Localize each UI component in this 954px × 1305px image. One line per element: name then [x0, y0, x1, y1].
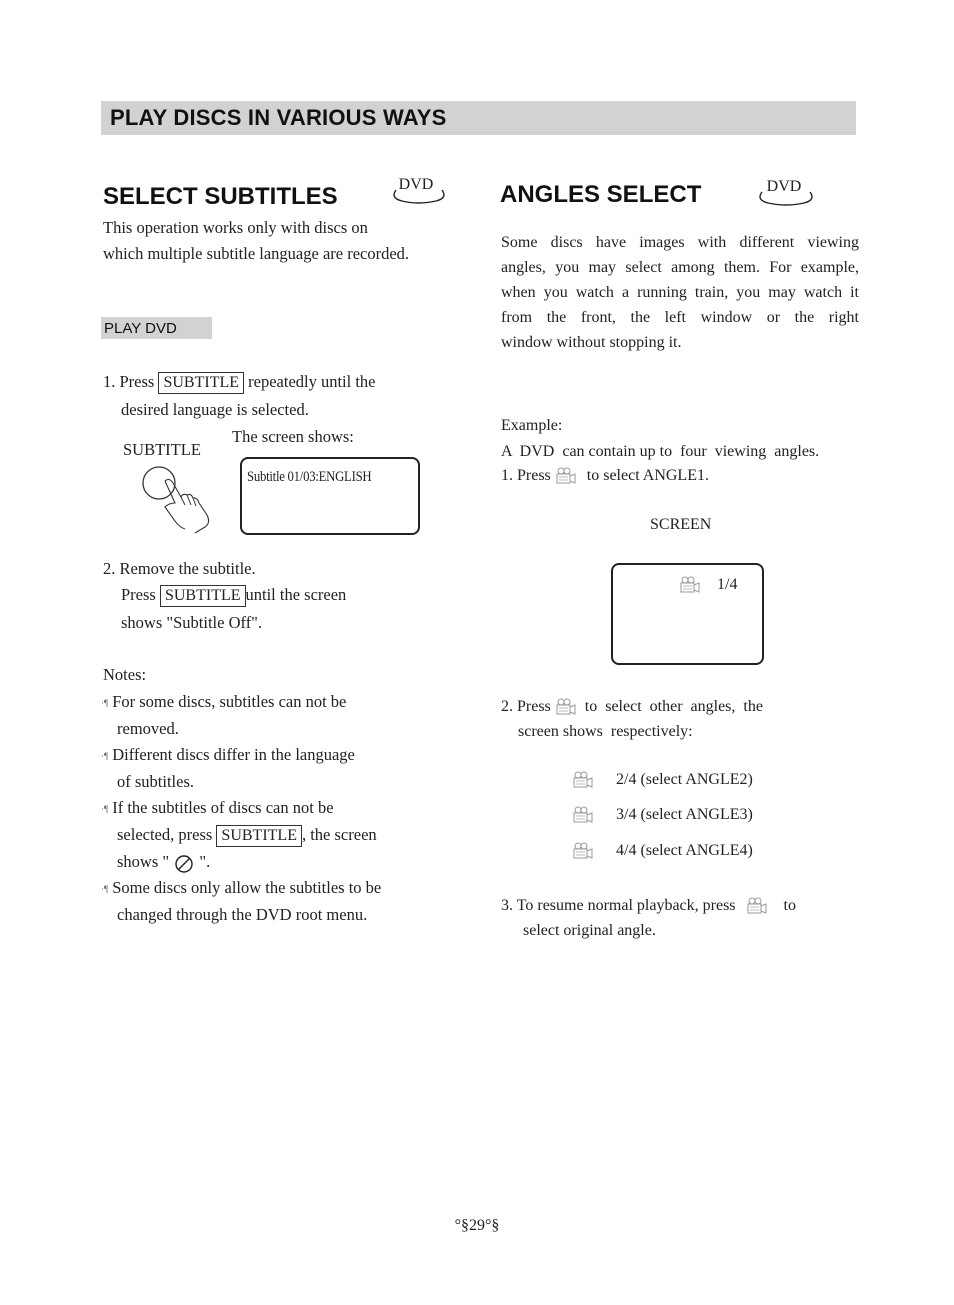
subtitles-intro-line-1: This operation works only with discs on — [103, 218, 368, 237]
subtitle-key-button[interactable]: SUBTITLE — [158, 372, 244, 394]
subtitle-key-button-2[interactable]: SUBTITLE — [160, 585, 246, 607]
note-2 — [101, 742, 355, 767]
camera-angle-icon — [572, 770, 594, 790]
subtitles-step-2-line-1: 2. Remove the subtitle. — [103, 559, 256, 578]
subtitles-step-2-line-3: shows "Subtitle Off". — [121, 613, 263, 632]
angle-option-3: 3/4 (select ANGLE3) — [616, 806, 753, 823]
note-1 — [101, 689, 346, 714]
angles-step-1 — [501, 463, 709, 488]
note-bullet: ·¶ — [101, 751, 109, 761]
screen-label: SCREEN — [650, 516, 712, 533]
angles-step2-prefix: 2. Press — [501, 698, 551, 715]
camera-angle-icon — [572, 841, 594, 861]
angles-intro-line-3: when you watch a running train, you may watch it — [501, 284, 859, 301]
notes-heading: Notes: — [103, 665, 147, 684]
note-1-line-2: removed. — [117, 719, 179, 738]
play-dvd-label: PLAY DVD — [104, 320, 177, 337]
step1-suffix: repeatedly until the — [248, 372, 376, 391]
angles-intro-line-1: Some discs have images with different viewing — [501, 234, 859, 251]
angles-step3-suffix: to — [783, 897, 796, 914]
select-subtitles-heading: SELECT SUBTITLES — [103, 183, 338, 210]
note-4-line-1: Some discs only allow the subtitles to be — [112, 878, 382, 897]
subtitles-intro-line-2: which multiple subtitle language are recorded. — [103, 244, 410, 263]
angle-list-item — [572, 805, 753, 825]
camera-angle-icon — [679, 575, 701, 595]
angles-step-3 — [501, 893, 796, 918]
note-4 — [101, 875, 381, 900]
example-text: A DVD can contain up to four viewing angles. — [501, 443, 820, 460]
angles-step-3-line-2: select original angle. — [523, 922, 656, 939]
subtitles-step-1-line-2: desired language is selected. — [121, 400, 309, 419]
angle-option-2: 2/4 (select ANGLE2) — [616, 771, 753, 788]
step2-suffix: until the screen — [245, 585, 347, 604]
note-3 — [101, 795, 334, 820]
camera-angle-icon[interactable] — [555, 466, 577, 486]
angles-intro-line-2: angles, you may select among them. For example, — [501, 259, 859, 276]
page-number: °§29°§ — [454, 1217, 500, 1234]
subtitle-button-label: SUBTITLE — [123, 440, 201, 459]
angles-select-heading: ANGLES SELECT — [500, 181, 702, 208]
angles-intro-line-4: from the front, the left window or the right — [501, 309, 859, 326]
note-2-line-1: Different discs differ in the language — [112, 745, 355, 764]
note-3-suffix: , the screen — [301, 825, 377, 844]
note-bullet: ·¶ — [101, 804, 109, 814]
angles-step1-suffix: to select ANGLE1. — [586, 467, 709, 484]
dvd-badge-icon — [382, 170, 452, 206]
camera-angle-icon — [572, 805, 594, 825]
camera-angle-icon[interactable] — [746, 896, 768, 916]
angles-step1-prefix: 1. Press — [501, 467, 551, 484]
note-bullet: ·¶ — [101, 884, 109, 894]
angles-step-2 — [501, 694, 763, 719]
angle-list-item — [572, 770, 753, 790]
note-bullet: ·¶ — [101, 698, 109, 708]
note-3-line-2 — [117, 822, 377, 847]
camera-angle-icon[interactable] — [555, 697, 577, 717]
note-3-line-1: If the subtitles of discs can not be — [112, 798, 334, 817]
angle-screen-value: 1/4 — [717, 575, 738, 593]
note-3-line-3 — [117, 849, 210, 874]
note-4-line-2: changed through the DVD root menu. — [117, 905, 368, 924]
prohibited-icon — [173, 853, 195, 873]
note-1-line-1: For some discs, subtitles can not be — [112, 692, 347, 711]
dvd-badge-label: DVD — [398, 176, 434, 193]
dvd-badge-icon — [752, 172, 822, 208]
step1-prefix: 1. Press — [103, 372, 155, 391]
note-2-line-2: of subtitles. — [117, 772, 194, 791]
hand-press-icon — [135, 463, 220, 535]
note-3-shows-prefix: shows " — [117, 852, 170, 871]
dvd-badge-label: DVD — [766, 178, 802, 195]
subtitles-step-1 — [103, 369, 376, 394]
angles-step3-prefix: 3. To resume normal playback, press — [501, 897, 736, 914]
screen-shows-label: The screen shows: — [232, 427, 354, 446]
page-title: PLAY DISCS IN VARIOUS WAYS — [110, 105, 447, 130]
subtitle-key-button-3[interactable]: SUBTITLE — [216, 825, 302, 847]
angle-option-4: 4/4 (select ANGLE4) — [616, 842, 753, 859]
angle-screen-readout — [679, 575, 737, 595]
step2-prefix: Press — [121, 585, 156, 604]
subtitle-screen-text: Subtitle 01/03:ENGLISH — [247, 469, 372, 485]
example-label: Example: — [501, 417, 563, 434]
note-3-prefix: selected, press — [117, 825, 213, 844]
angles-step2-suffix: to select other angles, the — [584, 698, 763, 715]
subtitles-step-2-line-2 — [121, 582, 346, 607]
angle-list-item — [572, 841, 753, 861]
angles-step-2-line-2: screen shows respectively: — [518, 723, 693, 740]
angles-intro-line-5: window without stopping it. — [501, 334, 682, 351]
note-3-shows-suffix: ". — [199, 852, 211, 871]
